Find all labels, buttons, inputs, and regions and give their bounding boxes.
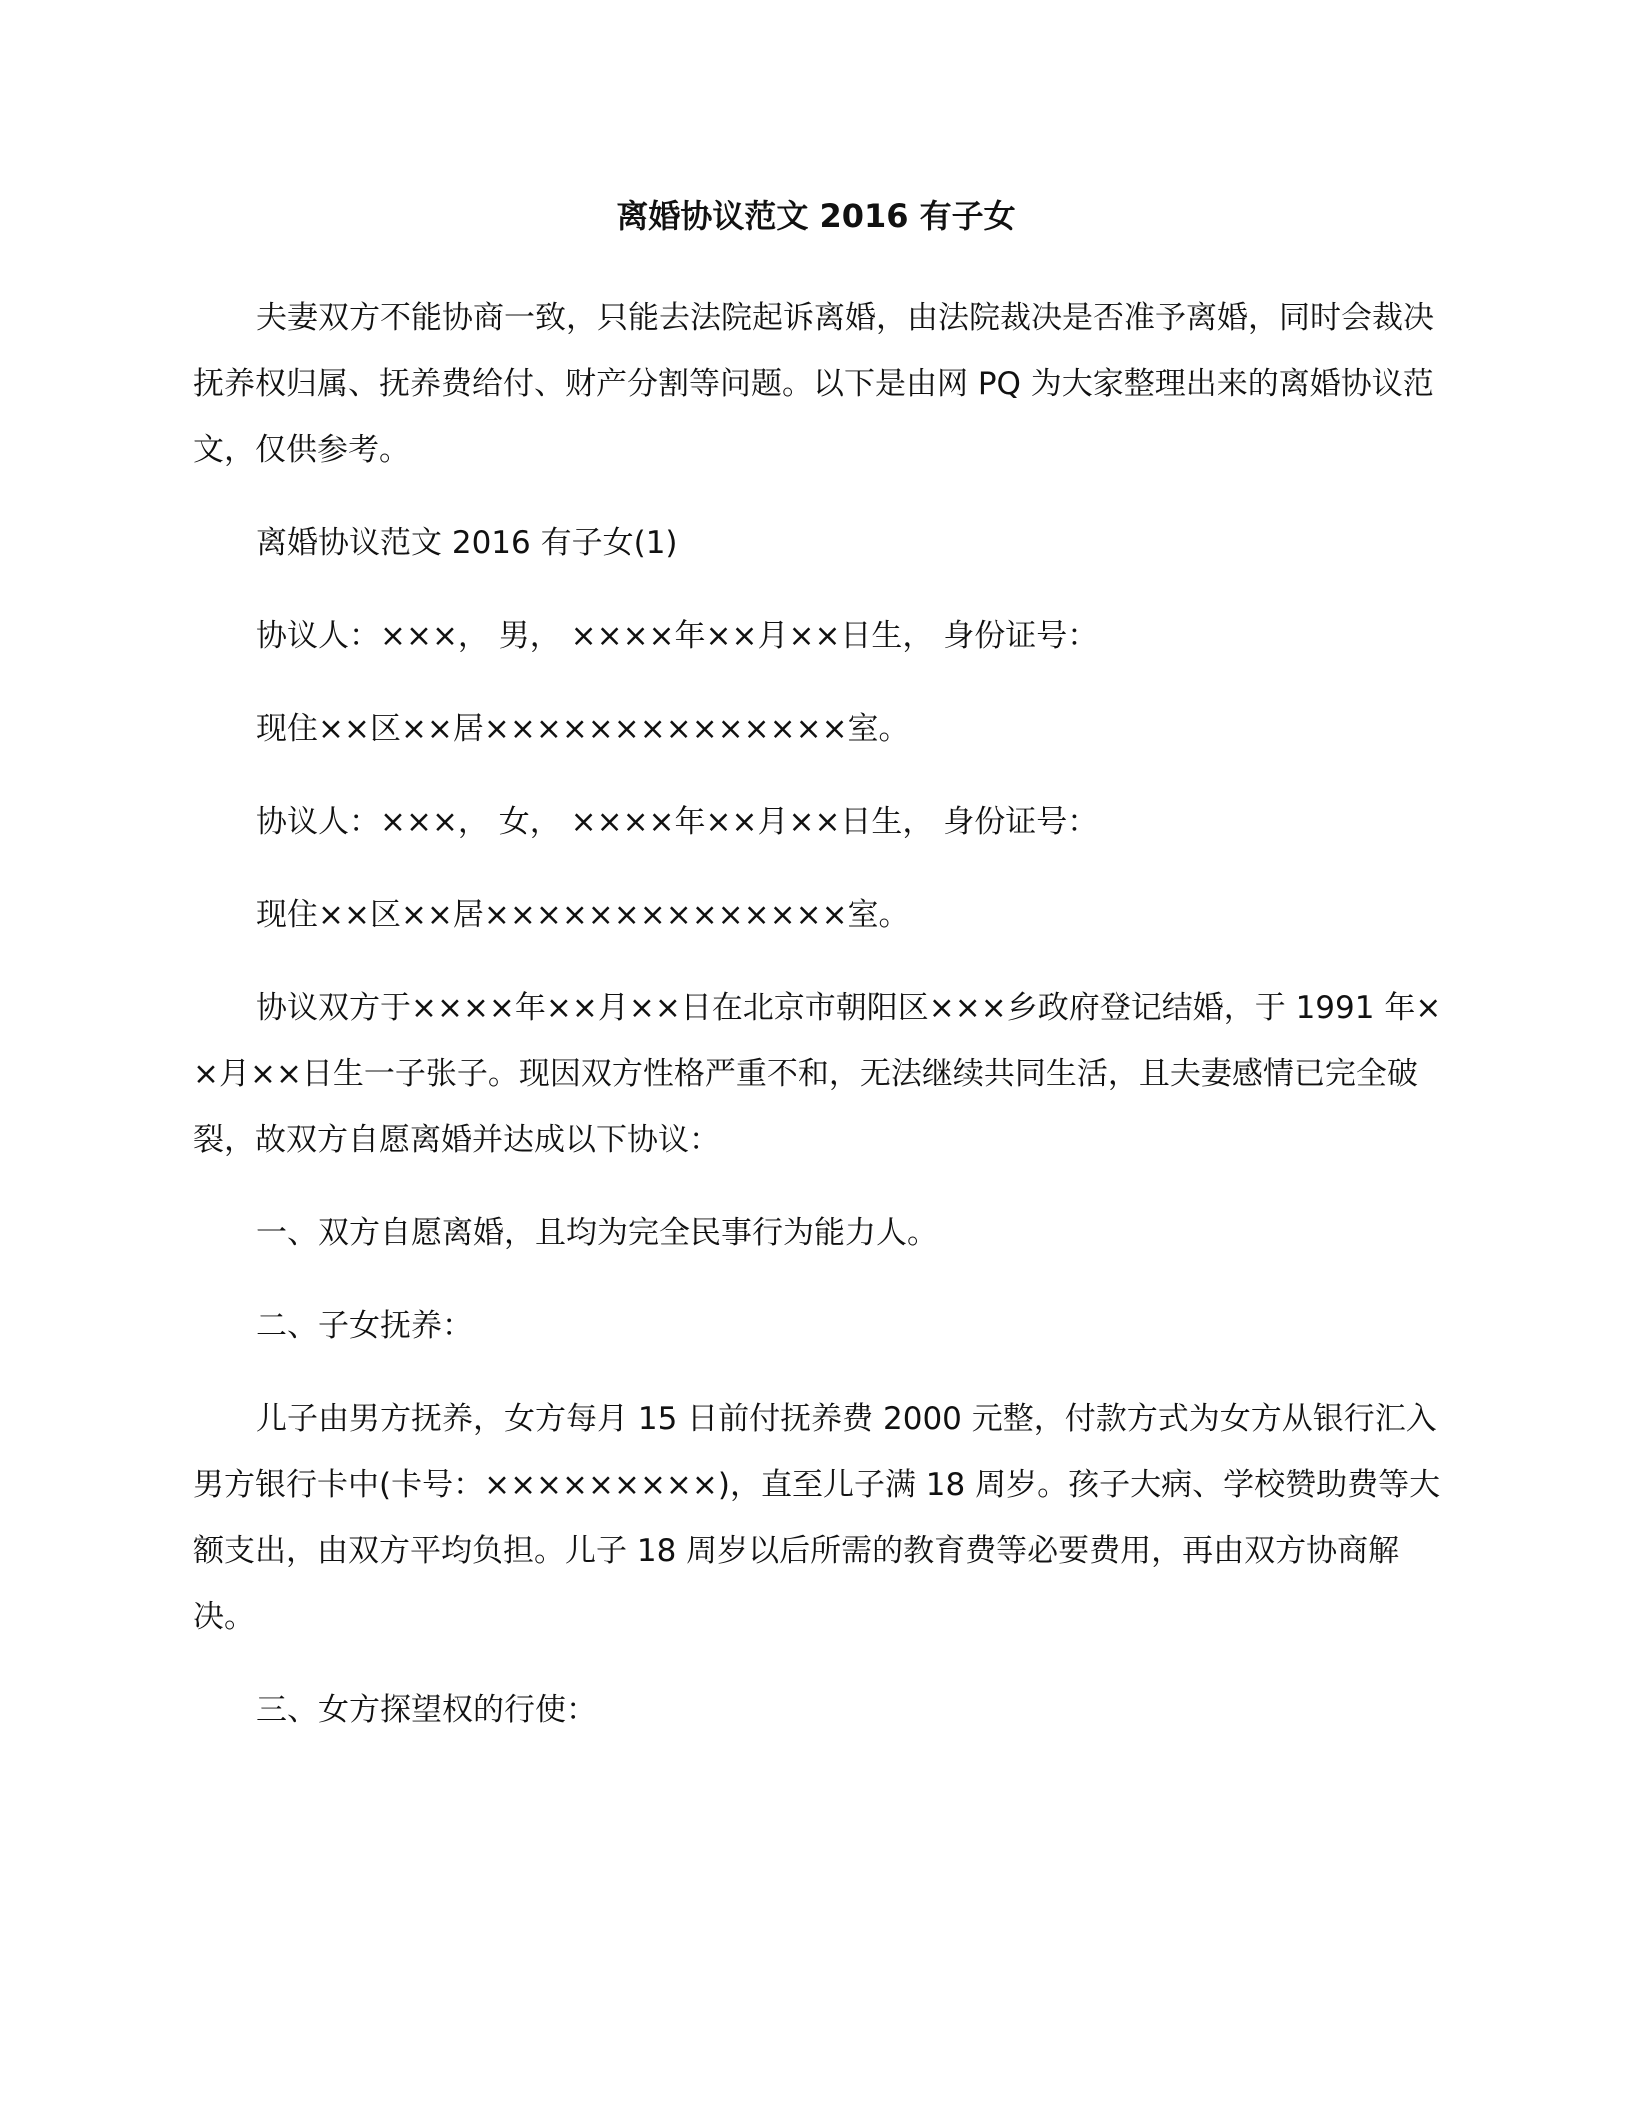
clause-one: 一、双方自愿离婚，且均为完全民事行为能力人。 (256, 1215, 938, 1251)
document-title: 离婚协议范文 2016 有子女 (616, 197, 1016, 235)
party-male-address: 现住××区××居××××××××××××××室。 (256, 711, 910, 747)
document-body (193, 285, 1443, 1770)
party-male-line: 协议人：×××， 男， ××××年××月××日生， 身份证号： (256, 618, 1099, 654)
clause-three-heading: 三、女方探望权的行使： (256, 1692, 597, 1728)
section-heading: 离婚协议范文 2016 有子女(1) (256, 525, 678, 561)
clause-two-heading: 二、子女抚养： (256, 1308, 473, 1344)
child-support-paragraph: 儿子由男方抚养，女方每月 15 日前付抚养费 2000 元整，付款方式为女方从银行汇入男方银行卡中(卡号：×××××××××)，直至儿子满 18 周岁。孩子大病、学校赞助费等大额支出，由双方平均负担。儿子 18 周岁以后所需的教育费等必要费用，再由双方协商解决。 (193, 1401, 1441, 1635)
party-female-address: 现住××区××居××××××××××××××室。 (256, 897, 910, 933)
marriage-paragraph: 协议双方于××××年××月××日在北京市朝阳区×××乡政府登记结婚，于 1991 年××月××日生一子张子。现因双方性格严重不和，无法继续共同生活，且夫妻感情已完全破裂，故双方自愿离婚并达成以下协议： (193, 990, 1442, 1158)
intro-paragraph: 夫妻双方不能协商一致，只能去法院起诉离婚，由法院裁决是否准予离婚，同时会裁决抚养权归属、抚养费给付、财产分割等问题。以下是由网 PQ 为大家整理出来的离婚协议范文，仅供参考。 (193, 300, 1434, 468)
party-female-line: 协议人：×××， 女， ××××年××月××日生， 身份证号： (256, 804, 1099, 840)
